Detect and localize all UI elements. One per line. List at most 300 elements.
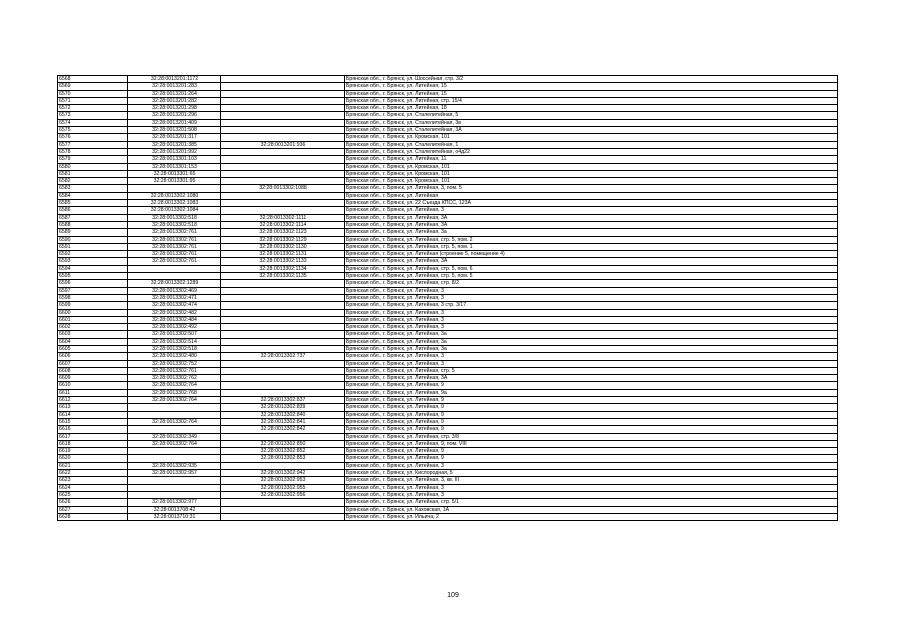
row-number-cell: 6601: [58, 316, 128, 323]
row-number-cell: 6599: [58, 302, 128, 309]
row-number-cell: 6568: [58, 76, 128, 83]
table-row: [58, 287, 838, 294]
table-row: [58, 470, 838, 477]
row-number-cell: 6626: [58, 499, 128, 506]
row-number-cell: 6627: [58, 506, 128, 513]
address-cell: Брянская обл., г. Брянск, ул. Литейная, 3А: [345, 214, 838, 221]
table-row: [58, 156, 838, 163]
row-number-cell: 6587: [58, 214, 128, 221]
address-cell: Брянская обл., г. Брянск, ул. Литейная, стр. 5, пом. 2: [345, 236, 838, 243]
building-number-cell: [221, 338, 345, 345]
row-number-cell: 6628: [58, 513, 128, 520]
row-number-cell: 6607: [58, 360, 128, 367]
row-number-cell: 6572: [58, 105, 128, 112]
table-row: [58, 360, 838, 367]
table-row: [58, 353, 838, 360]
table-row: [58, 345, 838, 352]
cadastral-number-cell: 32:28:0013301:65: [128, 170, 221, 177]
cadastral-number-cell: [128, 411, 221, 418]
cadastral-number-cell: 32:28:0013302:518: [128, 214, 221, 221]
building-number-cell: [221, 375, 345, 382]
building-number-cell: [221, 170, 345, 177]
address-cell: Брянская обл., г. Брянск, ул. Литейная, 9: [345, 455, 838, 462]
address-cell: Брянская обл., г. Брянск, ул. Литейная, 9, пом. VIII: [345, 440, 838, 447]
cadastral-number-cell: 32:28:0013201:317: [128, 134, 221, 141]
building-number-cell: [221, 112, 345, 119]
building-number-cell: [221, 462, 345, 469]
cadastral-number-cell: 32:28:0013302:507: [128, 331, 221, 338]
address-cell: Брянская обл., г. Брянск, ул. Литейная, стр. 8/2: [345, 280, 838, 287]
building-number-cell: [221, 200, 345, 207]
table-row: [58, 192, 838, 199]
table-row: [58, 448, 838, 455]
building-number-cell: [221, 331, 345, 338]
cadastral-number-cell: 32:28:0013302:761: [128, 251, 221, 258]
table-row: [58, 105, 838, 112]
cadastral-number-cell: [128, 484, 221, 491]
row-number-cell: 6616: [58, 426, 128, 433]
table-row: [58, 499, 838, 506]
building-number-cell: [221, 294, 345, 301]
row-number-cell: 6589: [58, 229, 128, 236]
cadastral-number-cell: 32:28:0013201:282: [128, 97, 221, 104]
row-number-cell: 6602: [58, 324, 128, 331]
building-number-cell: [221, 90, 345, 97]
building-number-cell: 32:28:0013201:936: [221, 141, 345, 148]
row-number-cell: 6623: [58, 477, 128, 484]
table-row: [58, 426, 838, 433]
building-number-cell: [221, 324, 345, 331]
building-number-cell: [221, 345, 345, 352]
cadastral-number-cell: 32:28:0013302:752: [128, 360, 221, 367]
building-number-cell: [221, 83, 345, 90]
table-row: [58, 229, 838, 236]
row-number-cell: 6583: [58, 185, 128, 192]
building-number-cell: [221, 389, 345, 396]
building-number-cell: [221, 287, 345, 294]
address-cell: Брянская обл., г. Брянск, ул. Литейная, 9: [345, 426, 838, 433]
building-number-cell: [221, 302, 345, 309]
building-number-cell: 32:28:0013302:1111: [221, 214, 345, 221]
building-number-cell: 32:28:0013302:840: [221, 411, 345, 418]
row-number-cell: 6614: [58, 411, 128, 418]
table-row: [58, 141, 838, 148]
building-number-cell: [221, 127, 345, 134]
cadastral-number-cell: 32:28:0013302:935: [128, 462, 221, 469]
cadastral-number-cell: [128, 477, 221, 484]
building-number-cell: 32:28:0013302:852: [221, 448, 345, 455]
table-row: [58, 389, 838, 396]
table-row: [58, 258, 838, 265]
address-cell: Брянская обл., г. Брянск, ул. Литейная, 9: [345, 382, 838, 389]
row-number-cell: 6588: [58, 221, 128, 228]
row-number-cell: 6581: [58, 170, 128, 177]
row-number-cell: 6619: [58, 448, 128, 455]
building-number-cell: 32:28:0013302:942: [221, 470, 345, 477]
building-number-cell: [221, 178, 345, 185]
row-number-cell: 6625: [58, 491, 128, 498]
row-number-cell: 6621: [58, 462, 128, 469]
building-number-cell: 32:28:0013302:850: [221, 440, 345, 447]
address-cell: Брянская обл., г. Брянск, ул. Литейная: [345, 192, 838, 199]
table-row: [58, 338, 838, 345]
building-number-cell: [221, 148, 345, 155]
building-number-cell: 32:28:0013302:955: [221, 484, 345, 491]
row-number-cell: 6613: [58, 404, 128, 411]
building-number-cell: [221, 97, 345, 104]
address-cell: Брянская обл., г. Брянск, ул. Сталелитейная, о4д22: [345, 148, 838, 155]
address-cell: Брянская обл., г. Брянск, ул. Литейная, 9а: [345, 389, 838, 396]
cadastral-number-cell: [128, 265, 221, 272]
building-number-cell: [221, 76, 345, 83]
address-cell: Брянская обл., г. Брянск, ул. 22 Съезда КПСС, 123А: [345, 200, 838, 207]
table-row: [58, 418, 838, 425]
address-cell: Брянская обл., г. Брянск, ул. Сталелитейная, 1: [345, 141, 838, 148]
address-cell: Брянская обл., г. Брянск, ул. Литейная, 3 стр. 3/17: [345, 302, 838, 309]
row-number-cell: 6597: [58, 287, 128, 294]
table-row: [58, 294, 838, 301]
cadastral-number-cell: 32:28:0013302:761: [128, 258, 221, 265]
table-row: [58, 148, 838, 155]
table-row: [58, 280, 838, 287]
cadastral-number-cell: 32:28:0013302:474: [128, 302, 221, 309]
building-number-cell: [221, 156, 345, 163]
cadastral-number-cell: 32:28:0013201:385: [128, 141, 221, 148]
table-row: [58, 382, 838, 389]
registry-table: [57, 75, 838, 521]
cadastral-number-cell: [128, 491, 221, 498]
address-cell: Брянская обл., г. Брянск, ул. Литейная, 18: [345, 105, 838, 112]
address-cell: Брянская обл., г. Брянск, ул. Литейная, 3а: [345, 345, 838, 352]
table-row: [58, 411, 838, 418]
building-number-cell: [221, 360, 345, 367]
building-number-cell: [221, 433, 345, 440]
page-number: 109: [447, 592, 459, 599]
address-cell: Брянская обл., г. Брянск, ул. Сталелитейная, 3А: [345, 127, 838, 134]
table-row: [58, 134, 838, 141]
cadastral-number-cell: 32:28:0013302:761: [128, 229, 221, 236]
cadastral-number-cell: 32:28:0013302:762: [128, 375, 221, 382]
row-number-cell: 6576: [58, 134, 128, 141]
table-row: [58, 90, 838, 97]
cadastral-number-cell: [128, 426, 221, 433]
table-row: [58, 185, 838, 192]
address-cell: Брянская обл., г. Брянск, ул. Каховская, 1А: [345, 506, 838, 513]
cadastral-number-cell: 32:28:0013302:761: [128, 367, 221, 374]
address-cell: Брянская обл., г. Брянск, ул. Литейная, 3, пом. 5: [345, 185, 838, 192]
building-number-cell: 32:28:0013302:1131: [221, 251, 345, 258]
cadastral-number-cell: 32:28:0013302:492: [128, 324, 221, 331]
table-row: [58, 178, 838, 185]
cadastral-number-cell: 32:28:0013302:1289: [128, 280, 221, 287]
row-number-cell: 6624: [58, 484, 128, 491]
row-number-cell: 6582: [58, 178, 128, 185]
cadastral-number-cell: [128, 273, 221, 280]
table-row: [58, 513, 838, 520]
table-row: [58, 309, 838, 316]
table-row: [58, 462, 838, 469]
table-row: [58, 491, 838, 498]
cadastral-number-cell: 32:28:0013302:518: [128, 221, 221, 228]
table-row: [58, 214, 838, 221]
table-row: [58, 97, 838, 104]
row-number-cell: 6573: [58, 112, 128, 119]
building-number-cell: [221, 513, 345, 520]
address-cell: Брянская обл., г. Брянск, ул. Литейная, 3: [345, 294, 838, 301]
table-row: [58, 243, 838, 250]
row-number-cell: 6608: [58, 367, 128, 374]
cadastral-number-cell: [128, 455, 221, 462]
cadastral-number-cell: 32:28:0013302:484: [128, 316, 221, 323]
address-cell: Брянская обл., г. Брянск, ул. Литейная, 15: [345, 90, 838, 97]
table-row: [58, 506, 838, 513]
row-number-cell: 6609: [58, 375, 128, 382]
address-cell: Брянская обл., г. Брянск, ул. Литейная, стр. 5: [345, 367, 838, 374]
cadastral-number-cell: 32:28:0013302:764: [128, 382, 221, 389]
building-number-cell: 32:28:0013302:1129: [221, 236, 345, 243]
table-row: [58, 127, 838, 134]
row-number-cell: 6617: [58, 433, 128, 440]
row-number-cell: 6620: [58, 455, 128, 462]
row-number-cell: 6596: [58, 280, 128, 287]
building-number-cell: 32:28:0013302:1135: [221, 273, 345, 280]
row-number-cell: 6594: [58, 265, 128, 272]
cadastral-number-cell: 32:28:0013302:768: [128, 389, 221, 396]
row-number-cell: 6606: [58, 353, 128, 360]
address-cell: Брянская обл., г. Брянск, ул. Литейная, стр. 3/8: [345, 433, 838, 440]
row-number-cell: 6618: [58, 440, 128, 447]
row-number-cell: 6586: [58, 207, 128, 214]
address-cell: Брянская обл., г. Брянск, ул. Ильича, 2: [345, 513, 838, 520]
row-number-cell: 6611: [58, 389, 128, 396]
cadastral-number-cell: 32:28:0013302:1080: [128, 192, 221, 199]
building-number-cell: 32:28:0013302:956: [221, 491, 345, 498]
table-row: [58, 367, 838, 374]
cadastral-number-cell: 32:28:0013708:42: [128, 506, 221, 513]
cadastral-number-cell: 32:28:0013301:95: [128, 178, 221, 185]
address-cell: Брянская обл., г. Брянск, ул. Кислородная, 5: [345, 470, 838, 477]
row-number-cell: 6615: [58, 418, 128, 425]
table-row: [58, 324, 838, 331]
building-number-cell: 32:28:0013302:953: [221, 477, 345, 484]
address-cell: Брянская обл., г. Брянск, ул. Литейная, 3А: [345, 375, 838, 382]
table-row: [58, 331, 838, 338]
address-cell: Брянская обл., г. Брянск, ул. Литейная, 3, кв. III: [345, 477, 838, 484]
row-number-cell: 6570: [58, 90, 128, 97]
cadastral-number-cell: 32:28:0013201:264: [128, 90, 221, 97]
table-row: [58, 83, 838, 90]
row-number-cell: 6580: [58, 163, 128, 170]
table-row: [58, 207, 838, 214]
address-cell: Брянская обл., г. Брянск, ул. Литейная, 3А: [345, 258, 838, 265]
table-row: [58, 76, 838, 83]
building-number-cell: [221, 309, 345, 316]
address-cell: Брянская обл., г. Брянск, ул. Литейная, 9: [345, 418, 838, 425]
cadastral-number-cell: 32:28:0013710:31: [128, 513, 221, 520]
building-number-cell: [221, 163, 345, 170]
row-number-cell: 6604: [58, 338, 128, 345]
address-cell: Брянская обл., г. Брянск, ул. Литейная, 3а: [345, 338, 838, 345]
building-number-cell: 32:28:0013302:1134: [221, 265, 345, 272]
row-number-cell: 6622: [58, 470, 128, 477]
building-number-cell: [221, 207, 345, 214]
table-row: [58, 265, 838, 272]
address-cell: Брянская обл., г. Брянск, ул. Литейная, 3: [345, 287, 838, 294]
table-row: [58, 455, 838, 462]
table-row: [58, 236, 838, 243]
address-cell: Брянская обл., г. Брянск, ул. Литейная, стр. 5, пом. 5: [345, 273, 838, 280]
cadastral-number-cell: 32:28:0013302:1083: [128, 200, 221, 207]
building-number-cell: [221, 119, 345, 126]
address-cell: Брянская обл., г. Брянск, ул. Литейная, 3: [345, 353, 838, 360]
address-cell: Брянская обл., г. Брянск, ул. Литейная, 9: [345, 397, 838, 404]
address-cell: Брянская обл., г. Брянск, ул. Литейная, стр. 5, пом. 6: [345, 265, 838, 272]
building-number-cell: [221, 316, 345, 323]
row-number-cell: 6592: [58, 251, 128, 258]
cadastral-number-cell: 32:28:0013302:469: [128, 287, 221, 294]
registry-table-body: [58, 76, 838, 521]
row-number-cell: 6575: [58, 127, 128, 134]
row-number-cell: 6574: [58, 119, 128, 126]
table-row: [58, 112, 838, 119]
address-cell: Брянская обл., г. Брянск, ул. Кромская, 101: [345, 178, 838, 185]
cadastral-number-cell: 32:28:0013302:349: [128, 433, 221, 440]
cadastral-number-cell: 32:28:0013301:103: [128, 156, 221, 163]
row-number-cell: 6598: [58, 294, 128, 301]
table-row: [58, 433, 838, 440]
cadastral-number-cell: 32:28:0013302:1084: [128, 207, 221, 214]
building-number-cell: 32:28:0013302:1088: [221, 185, 345, 192]
row-number-cell: 6603: [58, 331, 128, 338]
building-number-cell: 32:28:0013302:837: [221, 397, 345, 404]
cadastral-number-cell: 32:28:0013302:518: [128, 345, 221, 352]
cadastral-number-cell: 32:28:0013201:409: [128, 119, 221, 126]
building-number-cell: 32:28:0013302:841: [221, 418, 345, 425]
address-cell: Брянская обл., г. Брянск, ул. Кромская, 101: [345, 134, 838, 141]
address-cell: Брянская обл., г. Брянск, ул. Литейная, 9: [345, 448, 838, 455]
address-cell: Брянская обл., г. Брянск, ул. Литейная, 3а: [345, 331, 838, 338]
row-number-cell: 6593: [58, 258, 128, 265]
address-cell: Брянская обл., г. Брянск, ул. Литейная, 3: [345, 309, 838, 316]
cadastral-number-cell: 32:28:0013201:508: [128, 127, 221, 134]
cadastral-number-cell: 32:28:0013302:764: [128, 440, 221, 447]
building-number-cell: 32:28:0013302:1130: [221, 243, 345, 250]
table-row: [58, 397, 838, 404]
building-number-cell: [221, 499, 345, 506]
building-number-cell: [221, 105, 345, 112]
table-row: [58, 251, 838, 258]
cadastral-number-cell: 32:28:0013201:1172: [128, 76, 221, 83]
row-number-cell: 6600: [58, 309, 128, 316]
cadastral-number-cell: [128, 404, 221, 411]
building-number-cell: 32:28:0013302:1123: [221, 229, 345, 236]
table-row: [58, 404, 838, 411]
address-cell: Брянская обл., г. Брянск, ул. Литейная (строение 5, помещение 4): [345, 251, 838, 258]
cadastral-number-cell: 32:28:0013201:283: [128, 83, 221, 90]
cadastral-number-cell: [128, 185, 221, 192]
building-number-cell: [221, 192, 345, 199]
row-number-cell: 6571: [58, 97, 128, 104]
address-cell: Брянская обл., г. Брянск, ул. Сталелитейная, 3в: [345, 119, 838, 126]
row-number-cell: 6590: [58, 236, 128, 243]
address-cell: Брянская обл., г. Брянск, ул. Литейная, 11: [345, 156, 838, 163]
building-number-cell: [221, 367, 345, 374]
table-row: [58, 273, 838, 280]
cadastral-number-cell: 32:28:0013301:153: [128, 163, 221, 170]
address-cell: Брянская обл., г. Брянск, ул. Кромская, 101: [345, 163, 838, 170]
address-cell: Брянская обл., г. Брянск, ул. Литейная, 3а: [345, 229, 838, 236]
row-number-cell: 6612: [58, 397, 128, 404]
table-row: [58, 477, 838, 484]
row-number-cell: 6579: [58, 156, 128, 163]
cadastral-number-cell: 32:28:0013302:514: [128, 338, 221, 345]
address-cell: Брянская обл., г. Брянск, ул. Литейная, стр. 5, пом. 1: [345, 243, 838, 250]
table-row: [58, 375, 838, 382]
building-number-cell: 32:28:0013302:1133: [221, 258, 345, 265]
building-number-cell: [221, 134, 345, 141]
building-number-cell: 32:28:0013302:1114: [221, 221, 345, 228]
building-number-cell: 32:28:0013302:842: [221, 426, 345, 433]
cadastral-number-cell: 32:28:0013201:992: [128, 148, 221, 155]
cadastral-number-cell: 32:28:0013201:298: [128, 105, 221, 112]
address-cell: Брянская обл., г. Брянск, ул. Литейная, 3: [345, 462, 838, 469]
table-row: [58, 316, 838, 323]
table-row: [58, 484, 838, 491]
address-cell: Брянская обл., г. Брянск, ул. Литейная, 3: [345, 324, 838, 331]
address-cell: Брянская обл., г. Брянск, ул. Литейная, 9: [345, 411, 838, 418]
row-number-cell: 6577: [58, 141, 128, 148]
address-cell: Брянская обл., г. Брянск, ул. Литейная, стр. 15/4: [345, 97, 838, 104]
row-number-cell: 6595: [58, 273, 128, 280]
cadastral-number-cell: 32:28:0013302:471: [128, 294, 221, 301]
address-cell: Брянская обл., г. Брянск, ул. Литейная, 15: [345, 83, 838, 90]
table-row: [58, 440, 838, 447]
address-cell: Брянская обл., г. Брянск, ул. Литейная, 9: [345, 404, 838, 411]
cadastral-number-cell: 32:28:0013201:296: [128, 112, 221, 119]
table-row: [58, 163, 838, 170]
address-cell: Брянская обл., г. Брянск, ул. Литейная, 3: [345, 491, 838, 498]
table-row: [58, 302, 838, 309]
row-number-cell: 6584: [58, 192, 128, 199]
cadastral-number-cell: 32:28:0013302:977: [128, 499, 221, 506]
address-cell: Брянская обл., г. Брянск, ул. Сталелитейная, 5: [345, 112, 838, 119]
address-cell: Брянская обл., г. Брянск, ул. Литейная, 3: [345, 360, 838, 367]
table-row: [58, 200, 838, 207]
building-number-cell: 32:28:0013302:737: [221, 353, 345, 360]
table-row: [58, 221, 838, 228]
row-number-cell: 6585: [58, 200, 128, 207]
cadastral-number-cell: 32:28:0013302:480: [128, 353, 221, 360]
address-cell: Брянская обл., г. Брянск, ул. Литейная, 3: [345, 484, 838, 491]
building-number-cell: [221, 506, 345, 513]
row-number-cell: 6591: [58, 243, 128, 250]
building-number-cell: [221, 280, 345, 287]
cadastral-number-cell: 32:28:0013302:764: [128, 418, 221, 425]
building-number-cell: 32:28:0013302:839: [221, 404, 345, 411]
row-number-cell: 6610: [58, 382, 128, 389]
row-number-cell: 6605: [58, 345, 128, 352]
cadastral-number-cell: 32:28:0013302:761: [128, 243, 221, 250]
table-row: [58, 119, 838, 126]
cadastral-number-cell: [128, 448, 221, 455]
address-cell: Брянская обл., г. Брянск, ул. Шоссейная, стр. 3/2: [345, 76, 838, 83]
address-cell: Брянская обл., г. Брянск, ул. Кромская, 101: [345, 170, 838, 177]
row-number-cell: 6578: [58, 148, 128, 155]
cadastral-number-cell: 32:28:0013302:761: [128, 236, 221, 243]
cadastral-number-cell: 32:28:0013302:764: [128, 397, 221, 404]
row-number-cell: 6569: [58, 83, 128, 90]
address-cell: Брянская обл., г. Брянск, ул. Литейная, 3: [345, 316, 838, 323]
